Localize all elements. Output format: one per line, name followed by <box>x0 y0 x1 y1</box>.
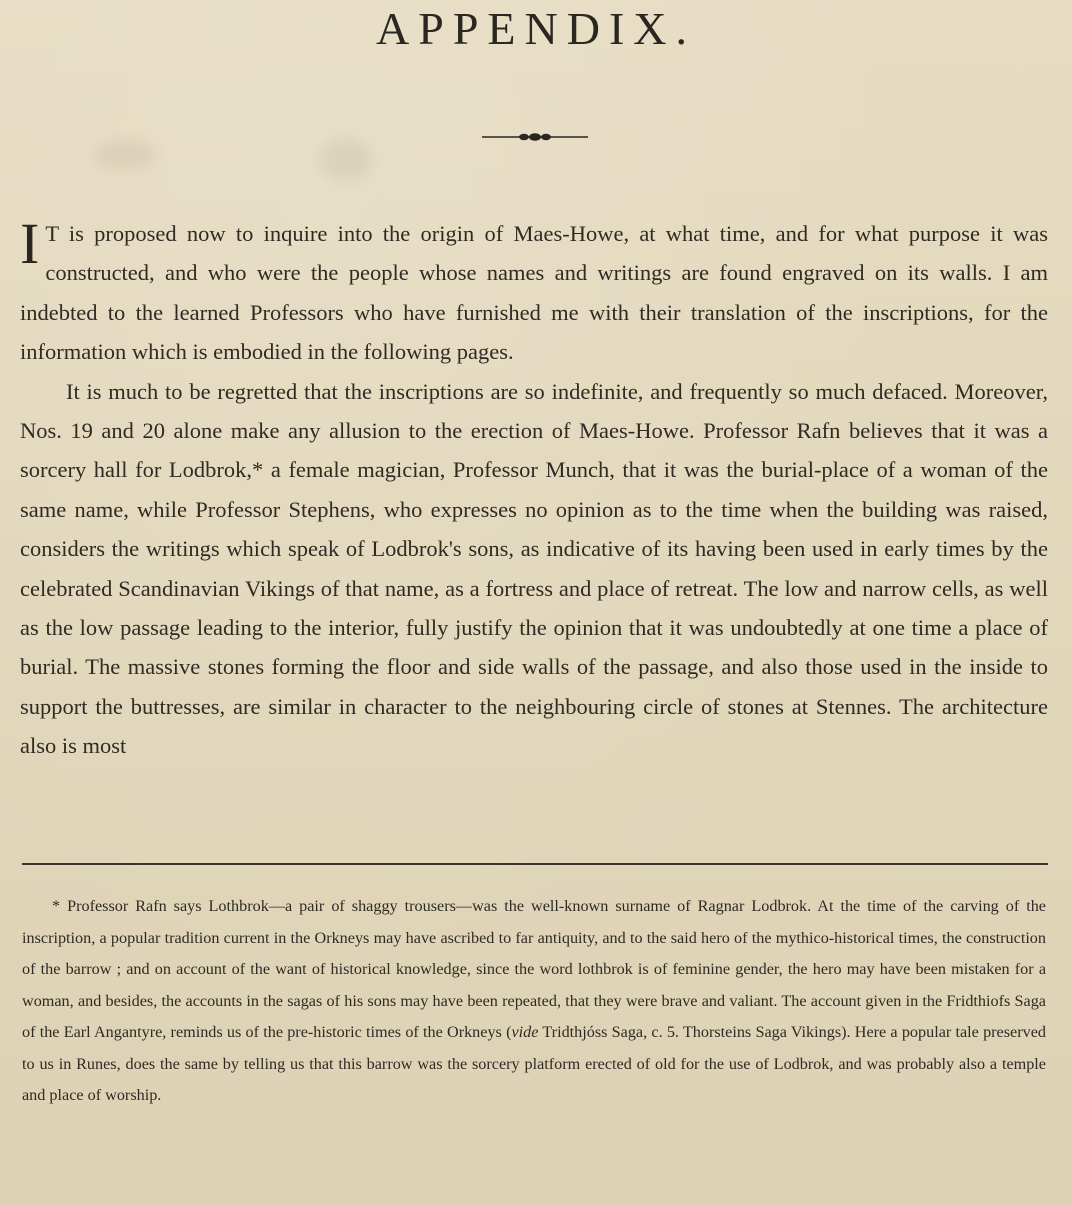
ornamental-divider-icon <box>480 130 590 144</box>
main-text <box>20 211 1048 766</box>
footnote-text: * Professor Rafn says Lothbrok—a pair of shaggy trousers—was the well-known surname of Ragnar Lodbrok. At the time of the carving of the inscription, a popular tradition current in the Orkneys may have ascribed to far antiquity, and to the said hero of the mythico-historical times, the construction of the barrow ; and on account of the want of historical knowledge, since the word lothbrok is of feminine gender, the hero may have been mistaken for a woman, and besides, the accounts in the sagas of his sons may have been repeated, that they were brave and valiant. The account given in the Fridthiofs Saga of the Earl Angantyre, reminds us of the pre-historic times of the Orkneys ( <box>22 897 1046 1041</box>
footnote-italic: vide <box>511 1023 539 1041</box>
paragraph: It is much to be regretted that the inscriptions are so indefinite, and frequently so much defaced. Moreover, Nos. 19 and 20 alone make any allusion to the erection of Maes-Howe. Professor Rafn believes that it was a sorcery hall for Lodbrok,* a female magician, Professor Munch, that it was the burial-place of a woman of the same name, while Professor Stephens, who expresses no opinion as to the time when the building was raised, considers the writings which speak of Lodbrok's sons, as indicative of its having been used in early times by the celebrated Scandinavian Vikings of that name, as a fortress and place of retreat. The low and narrow cells, as well as the low passage leading to the interior, fully justify the opinion that it was undoubtedly at one time a place of burial. The massive stones forming the floor and side walls of the passage, and also those used in the inside to support the buttresses, are similar in character to the neighbouring circle of stones at Stennes. The architecture also is most <box>20 378 1048 759</box>
page-title: APPENDIX. <box>376 3 696 54</box>
footnote-rule <box>22 863 1048 865</box>
footnote <box>22 891 1046 1112</box>
paper-stain <box>320 140 370 180</box>
paragraph <box>20 211 1048 372</box>
footnote-text: Tridthjóss Saga, c. 5. Thorsteins Saga Vikings). Here a popular tale preserved to us in Runes, does the same by telling us that this barrow was the sorcery platform erected of old for the use of Lodbrok, and was probably also a temple and place of worship. <box>22 1023 1046 1104</box>
paragraph-text: T is proposed now to inquire into the origin of Maes-Howe, at what time, and for what purpose it was constructed, and who were the people whose names and writings are found engraved on its walls. I am indebted to the learned Professors who have furnished me with their translation of the inscriptions, for the information which is embodied in the following pages. <box>20 221 1048 365</box>
paper-stain <box>95 140 155 170</box>
drop-cap: I <box>20 211 40 276</box>
